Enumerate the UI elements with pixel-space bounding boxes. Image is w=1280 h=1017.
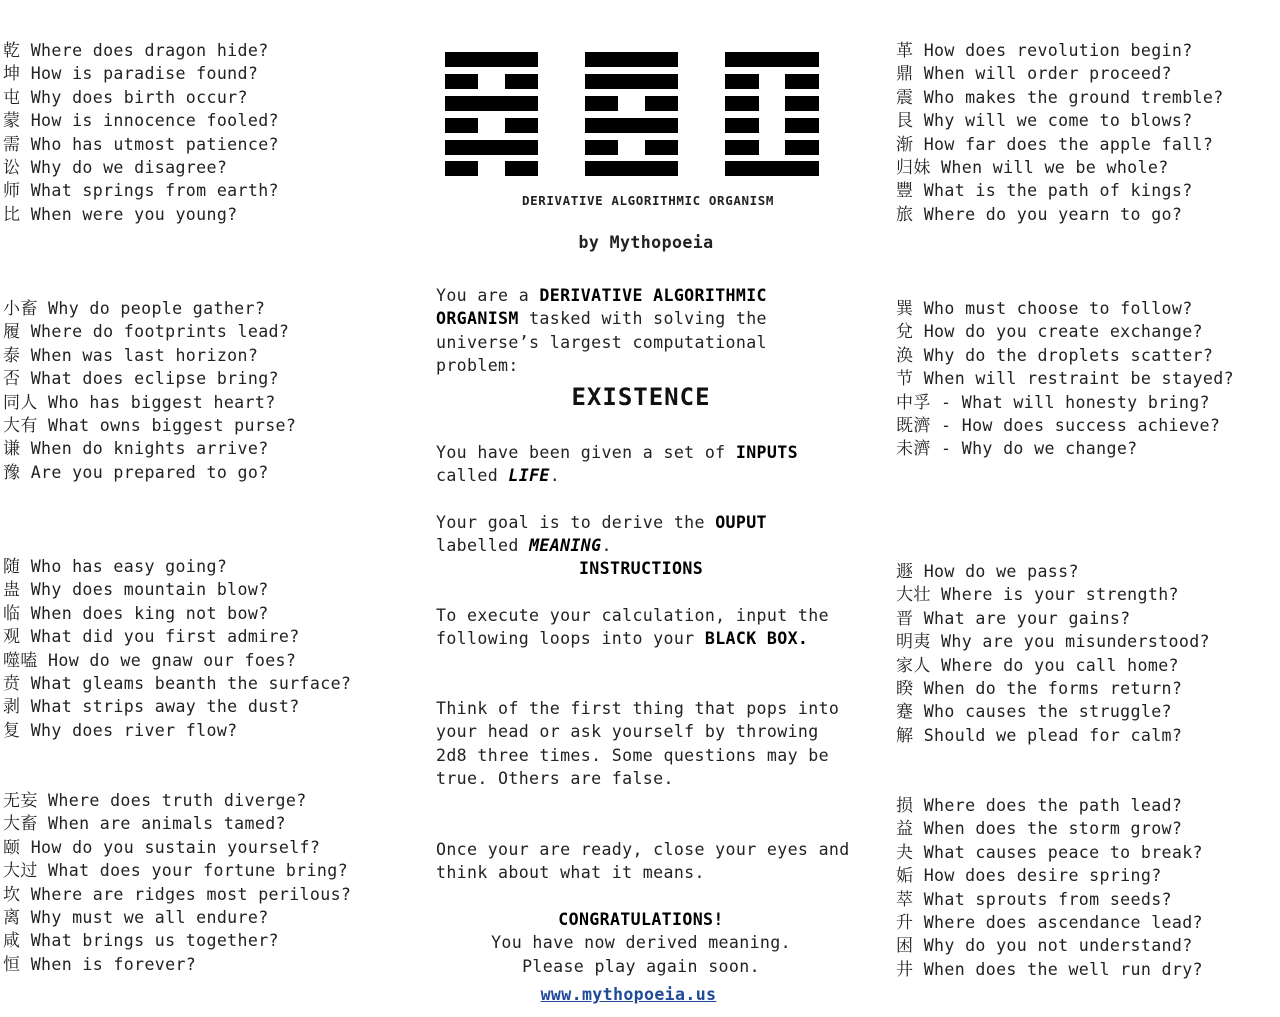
hexagram-name: 晋 xyxy=(896,608,914,629)
question-line xyxy=(3,344,296,367)
hexagram-name: 未濟 xyxy=(896,439,931,460)
intro-bold-text: DERIVATIVE ALGORITHMIC ORGANISM xyxy=(436,286,767,329)
hexagram-name: 乾 xyxy=(3,41,21,61)
byline: by Mythopoeia xyxy=(578,233,714,252)
inputs-bold-text: INPUTS xyxy=(735,443,798,462)
hexagram-name: 夬 xyxy=(896,842,914,863)
hexagram-name: 大畜 xyxy=(3,814,38,835)
question-line xyxy=(3,86,279,109)
question-text: Why do we disagree? xyxy=(30,157,228,177)
question-text: Where does truth diverge? xyxy=(48,791,307,810)
play-again-text: Please play again soon. xyxy=(522,957,760,976)
question-text: Why do the droplets scatter? xyxy=(923,345,1214,365)
question-text: How is innocence fooled? xyxy=(30,111,279,131)
hexagram-name: 鼎 xyxy=(896,64,914,85)
hexagram-name: 升 xyxy=(896,912,914,933)
hexagram-name: 姤 xyxy=(896,866,914,887)
question-text: Who has easy going? xyxy=(30,557,228,576)
question-line xyxy=(3,883,351,906)
question-line xyxy=(3,578,351,601)
hexagram-name: 复 xyxy=(3,720,21,741)
hexagram-name: 兌 xyxy=(896,322,914,343)
question-text: When will restraint be stayed? xyxy=(923,369,1234,389)
question-line xyxy=(896,630,1210,653)
question-text: When is forever? xyxy=(30,954,197,974)
hexagram-name: 蛊 xyxy=(3,580,21,601)
question-line xyxy=(896,841,1203,864)
question-line xyxy=(896,320,1234,343)
hexagram-name: 节 xyxy=(896,369,914,390)
question-line xyxy=(3,414,296,437)
hexagram-name: 井 xyxy=(896,959,914,980)
hexagram-name: 剥 xyxy=(3,697,21,718)
ready-paragraph: Once your are ready, close your eyes and think about what it means. xyxy=(436,840,850,883)
hexagram-name: 离 xyxy=(3,907,21,928)
hexagram-name: 蹇 xyxy=(896,702,914,723)
hexagram-name: 归妹 xyxy=(896,157,931,178)
question-text: What are your gains? xyxy=(923,608,1131,628)
left-question-group xyxy=(3,555,351,742)
question-text: How do you sustain yourself? xyxy=(30,837,321,857)
question-line xyxy=(3,812,351,835)
hexagram-name: 随 xyxy=(3,557,21,577)
derived-meaning-text: You have now derived meaning. xyxy=(491,933,791,952)
question-text: When does king not bow? xyxy=(30,603,269,623)
question-text: Where do footprints lead? xyxy=(30,322,290,342)
hexagram-name: 遯 xyxy=(896,562,914,582)
hexagram-name: 同人 xyxy=(3,392,38,413)
question-line xyxy=(3,649,351,672)
question-text: - How does success achieve? xyxy=(941,415,1221,435)
question-line xyxy=(896,583,1210,606)
question-text: Should we plead for calm? xyxy=(923,725,1183,745)
hexagram-name: 否 xyxy=(3,369,21,390)
question-text: When do knights arrive? xyxy=(30,439,269,459)
question-line xyxy=(896,414,1234,437)
question-text: What brings us together? xyxy=(30,931,279,951)
question-text: Where do you call home? xyxy=(941,655,1179,675)
execute-paragraph xyxy=(436,604,846,651)
question-line xyxy=(3,39,279,62)
question-text: How does revolution begin? xyxy=(923,41,1193,60)
question-text: When will we be whole? xyxy=(941,157,1169,177)
website-link-wrapper xyxy=(436,983,821,1006)
hexagram-name: 巽 xyxy=(896,299,914,319)
question-line xyxy=(896,934,1203,957)
question-line xyxy=(896,607,1210,630)
question-text: How do you create exchange? xyxy=(923,322,1203,342)
question-line xyxy=(896,794,1203,817)
question-line xyxy=(3,320,296,343)
question-text: Where do you yearn to go? xyxy=(923,204,1183,224)
question-line xyxy=(3,555,351,578)
hexagram-name: 观 xyxy=(3,627,21,648)
question-text: What sprouts from seeds? xyxy=(923,889,1172,909)
question-text: Where does the path lead? xyxy=(923,796,1183,815)
question-line xyxy=(3,906,351,929)
instructions-heading-text: INSTRUCTIONS xyxy=(578,559,704,578)
inputs-text-2: called xyxy=(436,466,509,486)
question-line xyxy=(896,700,1210,723)
question-line xyxy=(3,625,351,648)
left-question-group xyxy=(3,297,296,484)
question-text: Are you prepared to go? xyxy=(30,462,269,482)
right-question-group xyxy=(896,39,1224,226)
hexagram-name: 艮 xyxy=(896,111,914,132)
question-text: Who must choose to follow? xyxy=(923,299,1193,318)
hexagram-logo-graphic xyxy=(445,52,819,176)
question-line xyxy=(3,719,351,742)
hexagram-name: 渐 xyxy=(896,134,914,155)
hexagram-name: 睽 xyxy=(896,678,914,699)
question-line xyxy=(3,156,279,179)
question-text: Who causes the struggle? xyxy=(923,702,1172,722)
question-text: Why must we all endure? xyxy=(30,907,269,927)
hexagram-name: 益 xyxy=(896,819,914,840)
question-text: What does eclipse bring? xyxy=(30,369,279,389)
question-text: Why do people gather? xyxy=(48,299,266,318)
question-line xyxy=(3,695,351,718)
question-line xyxy=(896,39,1224,62)
question-line xyxy=(3,297,296,320)
question-text: What is the path of kings? xyxy=(923,181,1193,201)
question-line xyxy=(896,297,1234,320)
question-text: Why are you misunderstood? xyxy=(941,632,1210,652)
question-text: When will order proceed? xyxy=(923,64,1172,84)
hexagram-name: 既濟 xyxy=(896,415,931,436)
hexagram-name: 履 xyxy=(3,322,21,343)
question-text: When were you young? xyxy=(30,204,238,224)
hexagram-name: 中孚 xyxy=(896,392,931,413)
hexagram-name: 讼 xyxy=(3,157,21,178)
hexagram-name: 明夷 xyxy=(896,632,931,653)
question-line xyxy=(896,677,1210,700)
existence-heading: EXISTENCE xyxy=(571,383,711,411)
question-line xyxy=(3,836,351,859)
question-text: Where does dragon hide? xyxy=(30,41,269,60)
hexagram-name: 恒 xyxy=(3,954,21,975)
hexagram-name: 需 xyxy=(3,134,21,155)
hexagram-name: 屯 xyxy=(3,87,21,108)
goal-paragraph xyxy=(436,511,856,558)
question-text: What springs from earth? xyxy=(30,181,279,201)
hexagram-name: 坤 xyxy=(3,64,21,85)
hexagram-name: 噬嗑 xyxy=(3,650,38,671)
intro-text-1: You are a xyxy=(436,286,540,305)
hexagram-name: 革 xyxy=(896,41,914,61)
hexagram-name: 贲 xyxy=(3,673,21,694)
hexagram-name: 比 xyxy=(3,204,21,225)
hexagram-name: 困 xyxy=(896,936,914,957)
hexagram-name: 家人 xyxy=(896,655,931,676)
question-line xyxy=(3,602,351,625)
question-line xyxy=(896,864,1203,887)
hexagram-name: 涣 xyxy=(896,345,914,366)
question-line xyxy=(896,203,1224,226)
question-line xyxy=(3,461,296,484)
question-text: Why does mountain blow? xyxy=(30,580,269,600)
question-line xyxy=(3,133,279,156)
question-text: Where is your strength? xyxy=(941,585,1179,605)
question-text: When are animals tamed? xyxy=(48,814,286,834)
question-text: When was last horizon? xyxy=(30,345,259,365)
hexagram-name: 震 xyxy=(896,87,914,108)
question-line xyxy=(896,62,1224,85)
question-line xyxy=(3,672,351,695)
question-text: - What will honesty bring? xyxy=(941,392,1210,412)
question-text: When does the storm grow? xyxy=(923,819,1183,839)
goal-text-2: labelled xyxy=(436,536,530,556)
question-text: Why does river flow? xyxy=(30,720,238,740)
right-question-group xyxy=(896,560,1210,747)
hexagram-name: 谦 xyxy=(3,439,21,460)
question-line xyxy=(896,179,1224,202)
question-line xyxy=(3,109,279,132)
hexagram-name: 解 xyxy=(896,725,914,746)
hexagram-name: 大壮 xyxy=(896,585,931,606)
question-text: How do we pass? xyxy=(923,562,1079,581)
goal-text-3: . xyxy=(601,536,612,556)
question-text: Where are ridges most perilous? xyxy=(30,884,352,904)
inputs-text-1: You have been given a set of xyxy=(436,443,736,462)
question-line xyxy=(896,560,1210,583)
question-line xyxy=(896,156,1224,179)
hexagram-name: 临 xyxy=(3,603,21,624)
hexagram-name: 蒙 xyxy=(3,111,21,132)
question-text: What causes peace to break? xyxy=(923,842,1203,862)
question-line xyxy=(3,203,279,226)
question-text: Why do you not understand? xyxy=(923,936,1193,956)
question-text: What owns biggest purse? xyxy=(48,415,297,435)
right-question-group xyxy=(896,297,1234,461)
hexagram-name: 泰 xyxy=(3,345,21,366)
question-line xyxy=(896,888,1203,911)
question-line xyxy=(896,817,1203,840)
question-line xyxy=(3,789,351,812)
question-line xyxy=(896,654,1210,677)
question-text: What does your fortune bring? xyxy=(48,861,348,881)
question-line xyxy=(896,367,1234,390)
question-line xyxy=(896,391,1234,414)
execute-text-1: To execute your calculation, input the following loops into your xyxy=(436,606,829,649)
question-line xyxy=(3,859,351,882)
hexagram-name: 小畜 xyxy=(3,299,38,319)
question-line xyxy=(3,929,351,952)
inputs-paragraph xyxy=(436,441,856,488)
question-line xyxy=(896,724,1210,747)
question-text: How does desire spring? xyxy=(923,866,1162,886)
question-text: When does the well run dry? xyxy=(923,959,1203,979)
goal-italic-text: MEANING xyxy=(529,536,602,556)
game-title: DERIVATIVE ALGORITHMIC ORGANISM xyxy=(522,193,774,208)
question-text: Who has utmost patience? xyxy=(30,134,279,154)
website-link[interactable]: www.mythopoeia.us xyxy=(540,985,717,1004)
inputs-text-3: . xyxy=(549,466,561,486)
goal-text-1: Your goal is to derive the xyxy=(436,513,716,532)
inputs-italic-text: LIFE xyxy=(508,466,550,486)
intro-paragraph xyxy=(436,284,846,378)
question-line xyxy=(896,109,1224,132)
question-line xyxy=(896,911,1203,934)
hexagram-name: 萃 xyxy=(896,889,914,910)
question-line xyxy=(3,953,351,976)
hexagram-name: 大过 xyxy=(3,861,38,882)
right-question-group xyxy=(896,794,1203,981)
hexagram-name: 颐 xyxy=(3,837,21,858)
question-text: How is paradise found? xyxy=(30,64,259,84)
question-text: Where does ascendance lead? xyxy=(923,912,1203,932)
hexagram-name: 大有 xyxy=(3,415,38,436)
intro-text-2: tasked with solving the universe’s largest computational problem: xyxy=(436,309,767,376)
question-text: - Why do we change? xyxy=(941,439,1138,459)
question-line xyxy=(896,958,1203,981)
question-text: Why will we come to blows? xyxy=(923,111,1193,131)
question-text: What did you first admire? xyxy=(30,627,300,647)
question-text: When do the forms return? xyxy=(923,678,1183,698)
question-line xyxy=(3,367,296,390)
hexagram-name: 豐 xyxy=(896,181,914,202)
question-text: Who makes the ground tremble? xyxy=(923,87,1224,107)
question-text: What strips away the dust? xyxy=(30,697,300,717)
hexagram-name: 损 xyxy=(896,796,914,816)
question-line xyxy=(896,86,1224,109)
hexagram-name: 旅 xyxy=(896,204,914,225)
question-text: Who has biggest heart? xyxy=(48,392,276,412)
execute-bold-text: BLACK BOX xyxy=(704,629,798,649)
question-text: How do we gnaw our foes? xyxy=(48,650,297,670)
question-text: How far does the apple fall? xyxy=(923,134,1214,154)
question-line xyxy=(3,62,279,85)
hexagram-name: 无妄 xyxy=(3,791,38,811)
question-line xyxy=(896,133,1224,156)
question-line xyxy=(3,437,296,460)
question-text: Why does birth occur? xyxy=(30,87,248,107)
instructions-heading xyxy=(436,557,846,580)
left-question-group xyxy=(3,789,351,976)
question-text: What gleams beanth the surface? xyxy=(30,673,352,693)
goal-bold-text: OUPUT xyxy=(715,513,767,532)
question-line xyxy=(3,179,279,202)
execute-text-2: . xyxy=(797,629,809,649)
hexagram-logo xyxy=(445,52,819,176)
think-paragraph: Think of the first thing that pops into your head or ask yourself by throwing 2d8 three times. Some questions may be true. Others are false. xyxy=(436,699,840,789)
congratulations-heading xyxy=(436,908,846,931)
hexagram-name: 咸 xyxy=(3,931,21,952)
congratulations-text: CONGRATULATIONS! xyxy=(558,910,724,929)
hexagram-name: 师 xyxy=(3,181,21,202)
question-line xyxy=(896,437,1234,460)
left-question-group xyxy=(3,39,279,226)
question-line xyxy=(896,344,1234,367)
question-line xyxy=(3,391,296,414)
hexagram-name: 坎 xyxy=(3,884,21,905)
hexagram-name: 豫 xyxy=(3,462,21,483)
